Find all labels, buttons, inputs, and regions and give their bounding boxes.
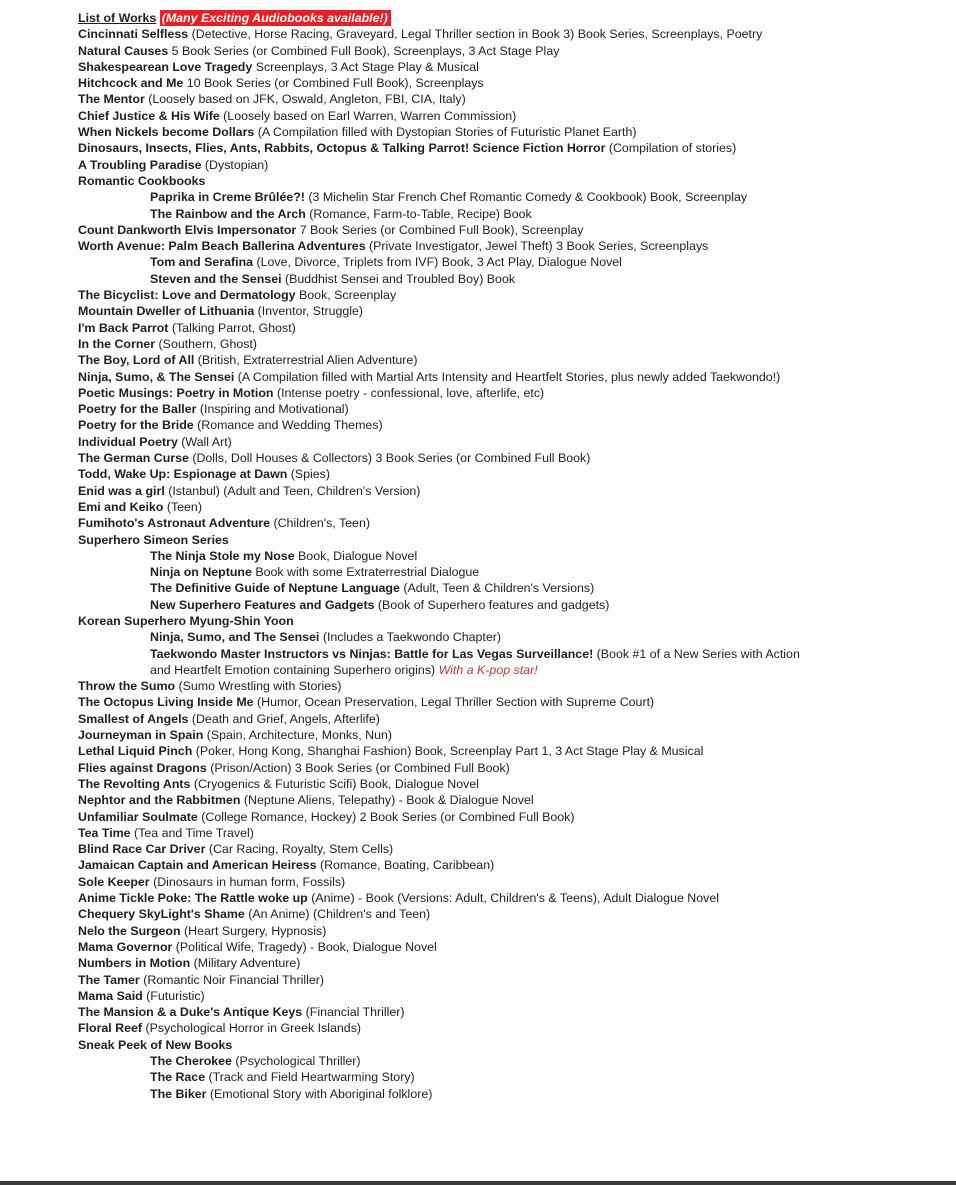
work-title: Journeyman in Spain: [78, 728, 204, 743]
work-line: [78, 1037, 948, 1053]
work-title: A Troubling Paradise: [78, 157, 202, 172]
work-desc: (Book #1 of a New Series with Action: [593, 646, 800, 661]
work-title: Poetry for the Baller: [78, 402, 197, 417]
work-line: [78, 923, 948, 939]
work-desc: (Romance and Wedding Themes): [193, 418, 383, 433]
work-desc: (Dinosaurs in human form, Fossils): [149, 874, 346, 889]
work-title: Mountain Dweller of Lithuania: [78, 304, 255, 319]
work-line: [78, 825, 948, 841]
page-title: List of Works: [78, 11, 157, 25]
work-desc: (Cryogenics & Futuristic Scifi) Book, Dialogue Novel: [190, 776, 479, 791]
work-line: [78, 43, 948, 59]
work-line: [78, 369, 948, 385]
work-desc: (Dolls, Doll Houses & Collectors) 3 Book Series (or Combined Full Book): [188, 451, 591, 466]
work-line: [78, 613, 948, 629]
work-line: [78, 157, 948, 173]
work-title: The German Curse: [78, 451, 189, 466]
work-title: The Definitive Guide of Neptune Language: [150, 581, 400, 596]
work-title: Poetic Musings: Poetry in Motion: [78, 385, 274, 400]
work-desc: Screenplays, 3 Act Stage Play & Musical: [252, 59, 479, 74]
work-line: [78, 254, 948, 270]
work-desc: (Inventor, Struggle): [254, 304, 364, 319]
work-title: Chequery SkyLight's Shame: [78, 907, 245, 922]
work-line: [78, 385, 948, 401]
work-line: [78, 352, 948, 368]
work-title: Poetry for the Bride: [78, 418, 194, 433]
work-desc: (Psychological Thriller): [231, 1054, 361, 1068]
work-desc: (Book of Superhero features and gadgets): [374, 597, 610, 612]
work-desc: (Children's, Teen): [270, 516, 370, 531]
work-line: [78, 743, 948, 759]
work-title: Numbers in Motion: [78, 956, 191, 971]
work-line: [78, 972, 948, 988]
work-title: Mama Governor: [78, 939, 173, 954]
work-title: Lethal Liquid Pinch: [78, 744, 193, 759]
work-title: Anime Tickle Poke: The Rattle woke up: [78, 891, 308, 906]
work-title: The Ninja Stole my Nose: [150, 548, 295, 563]
work-title: The Rainbow and the Arch: [150, 206, 306, 221]
work-title: The Mansion & a Duke's Antique Keys: [78, 1005, 303, 1020]
work-desc: (Istanbul) (Adult and Teen, Children's Version): [164, 483, 421, 498]
work-title: Chief Justice & His Wife: [78, 108, 220, 123]
work-desc: (Spain, Architecture, Monks, Nun): [203, 728, 393, 743]
work-line: [78, 434, 948, 450]
work-title: Steven and the Sensei: [150, 271, 282, 286]
work-line: [78, 1020, 948, 1036]
work-line: [78, 401, 948, 417]
work-desc: (Financial Thriller): [302, 1005, 405, 1020]
work-title: Smallest of Angels: [78, 711, 189, 726]
work-line: [78, 809, 948, 825]
work-title: Count Dankworth Elvis Impersonator: [78, 222, 297, 237]
work-desc: (Prison/Action) 3 Book Series (or Combined Full Book): [206, 760, 510, 775]
work-title: Emi and Keiko: [78, 499, 164, 514]
work-line: [78, 10, 948, 26]
work-desc: (Emotional Story with Aboriginal folklore): [206, 1086, 433, 1101]
work-title: Cincinnati Selfless: [78, 27, 189, 42]
work-line: [78, 727, 948, 743]
work-desc: (Sumo Wrestling with Stories): [175, 679, 342, 694]
work-title: Taekwondo Master Instructors vs Ninjas: Battle for Las Vegas Surveillance!: [150, 646, 594, 661]
work-desc: (Intense poetry - confessional, love, afterlife, etc): [273, 385, 545, 400]
work-desc: (Military Adventure): [190, 956, 301, 971]
work-title: In the Corner: [78, 336, 156, 351]
work-line: [78, 1086, 948, 1102]
work-title: Hitchcock and Me: [78, 76, 184, 91]
work-title: Fumihoto's Astronaut Adventure: [78, 516, 271, 531]
work-title: Nelo the Surgeon: [78, 923, 181, 938]
work-desc: 7 Book Series (or Combined Full Book), Screenplay: [296, 222, 584, 237]
work-title: The Bicyclist: Love and Dermatology: [78, 288, 296, 303]
work-line: [78, 955, 948, 971]
work-title: Worth Avenue: Palm Beach Ballerina Adventures: [78, 239, 366, 254]
work-line: [78, 646, 948, 679]
work-title: The Revolting Ants: [78, 776, 191, 791]
work-desc: (Track and Field Heartwarming Story): [205, 1070, 415, 1085]
work-line: [78, 26, 948, 42]
work-desc: (Adult, Teen & Children's Versions): [399, 581, 595, 596]
work-line: [78, 124, 948, 140]
work-desc: (College Romance, Hockey) 2 Book Series (or Combined Full Book): [197, 809, 575, 824]
work-title: New Superhero Features and Gadgets: [150, 597, 375, 612]
work-line: [78, 792, 948, 808]
work-desc: (3 Michelin Star French Chef Romantic Comedy & Cookbook) Book, Screenplay: [304, 190, 748, 205]
work-line: [78, 939, 948, 955]
work-title: Jamaican Captain and American Heiress: [78, 858, 317, 873]
work-desc: (Heart Surgery, Hypnosis): [180, 923, 327, 938]
work-line: [78, 988, 948, 1004]
work-line: [78, 206, 948, 222]
work-desc: (Compilation of stories): [605, 141, 737, 156]
work-title: Dinosaurs, Insects, Flies, Ants, Rabbits, Octopus & Talking Parrot! Science Fiction Horror: [78, 141, 606, 156]
work-title: I'm Back Parrot: [78, 320, 169, 335]
work-desc: (Poker, Hong Kong, Shanghai Fashion) Book, Screenplay Part 1, 3 Act Stage Play & Musical: [192, 744, 704, 759]
work-line: [78, 874, 948, 890]
work-line: [78, 173, 948, 189]
work-title: Paprika in Creme Brûlée?!: [150, 190, 305, 205]
work-line: [78, 238, 948, 254]
work-desc: (Humor, Ocean Preservation, Legal Thriller Section with Supreme Court): [253, 695, 655, 710]
work-line: [78, 629, 948, 645]
work-desc: Book, Dialogue Novel: [294, 548, 418, 563]
work-line: [78, 140, 948, 156]
work-desc: Book, Screenplay: [295, 288, 397, 303]
work-title: Romantic Cookbooks: [78, 173, 206, 188]
work-title: Enid was a girl: [78, 483, 165, 498]
work-title: Ninja on Neptune: [150, 565, 252, 580]
work-desc: (Car Racing, Royalty, Stem Cells): [205, 842, 394, 857]
work-line: [78, 906, 948, 922]
work-desc: (Dystopian): [201, 157, 269, 172]
work-desc: (Detective, Horse Racing, Graveyard, Legal Thriller section in Book 3) Book Series, Screenplays, Poetry: [188, 27, 763, 42]
work-title: Sole Keeper: [78, 874, 150, 889]
work-line: [78, 287, 948, 303]
work-line: [78, 336, 948, 352]
work-desc: 5 Book Series (or Combined Full Book), Screenplays, 3 Act Stage Play: [168, 43, 560, 58]
work-desc: (Anime) - Book (Versions: Adult, Children's & Teens), Adult Dialogue Novel: [307, 891, 719, 906]
work-line: [78, 499, 948, 515]
work-line: [78, 694, 948, 710]
work-title: The Tamer: [78, 972, 140, 987]
work-desc: (Love, Divorce, Triplets from IVF) Book, 3 Act Play, Dialogue Novel: [253, 255, 622, 270]
work-title: Unfamiliar Soulmate: [78, 809, 198, 824]
work-title: The Race: [150, 1070, 206, 1085]
page-bottom-edge: [0, 1181, 956, 1185]
work-line: [78, 91, 948, 107]
work-title: The Boy, Lord of All: [78, 353, 195, 368]
work-line: [78, 548, 948, 564]
work-title: Todd, Wake Up: Espionage at Dawn: [78, 467, 288, 482]
work-line: [78, 1004, 948, 1020]
work-desc: (Buddhist Sensei and Troubled Boy) Book: [281, 271, 516, 286]
work-line: [78, 189, 948, 205]
work-title: The Biker: [150, 1086, 207, 1101]
work-desc: (Loosely based on Earl Warren, Warren Commission): [219, 108, 517, 123]
work-title: Superhero Simeon Series: [78, 532, 229, 547]
work-desc: (Spies): [287, 467, 330, 482]
work-title: Blind Race Car Driver: [78, 842, 206, 857]
work-line: [78, 466, 948, 482]
work-desc: Book with some Extraterrestrial Dialogue: [251, 565, 480, 580]
work-title: Flies against Dragons: [78, 760, 207, 775]
work-line: [78, 222, 948, 238]
work-desc: (A Compilation filled with Dystopian Stories of Futuristic Planet Earth): [254, 125, 637, 140]
work-title: Natural Causes: [78, 43, 169, 58]
work-desc: (Futuristic): [142, 988, 205, 1003]
work-title: Tom and Serafina: [150, 255, 254, 270]
work-line: [78, 760, 948, 776]
work-title: Nephtor and the Rabbitmen: [78, 793, 241, 808]
work-title: Shakespearean Love Tragedy: [78, 59, 253, 74]
work-desc: (Romance, Boating, Caribbean): [316, 858, 495, 873]
work-desc: (Wall Art): [177, 434, 232, 449]
work-line: [78, 75, 948, 91]
work-title: Tea Time: [78, 825, 131, 840]
work-desc: (An Anime) (Children's and Teen): [244, 907, 431, 922]
work-desc: (Psychological Horror in Greek Islands): [142, 1021, 362, 1036]
work-line: [78, 841, 948, 857]
work-desc: (Neptune Aliens, Telepathy) - Book & Dialogue Novel: [240, 793, 534, 808]
work-line: [78, 857, 948, 873]
work-desc: (Talking Parrot, Ghost): [168, 320, 296, 335]
work-desc: (Tea and Time Travel): [130, 825, 254, 840]
work-desc: (Southern, Ghost): [155, 336, 258, 351]
work-line: [78, 597, 948, 613]
work-desc: (British, Extraterrestrial Alien Adventure): [194, 353, 418, 368]
work-line: [78, 271, 948, 287]
work-title: The Cherokee: [150, 1054, 232, 1068]
work-title: Throw the Sumo: [78, 679, 176, 694]
work-line: [78, 678, 948, 694]
work-line: [78, 564, 948, 580]
work-title: The Mentor: [78, 92, 145, 107]
work-desc: (A Compilation filled with Martial Arts Intensity and Heartfelt Stories, plus newly added Taekwondo!): [234, 369, 781, 384]
work-line: [78, 776, 948, 792]
work-title: Floral Reef: [78, 1021, 143, 1036]
work-line: [78, 580, 948, 596]
work-line: [78, 303, 948, 319]
work-line: [78, 108, 948, 124]
work-title: Mama Said: [78, 988, 143, 1003]
work-line: [78, 890, 948, 906]
work-title: Ninja, Sumo, and The Sensei: [150, 630, 320, 645]
work-line: [78, 1069, 948, 1085]
work-desc: (Private Investigator, Jewel Theft) 3 Book Series, Screenplays: [365, 239, 709, 254]
work-desc: (Includes a Taekwondo Chapter): [319, 630, 501, 645]
k-pop-note: With a K-pop star!: [438, 662, 538, 677]
work-title: Sneak Peek of New Books: [78, 1037, 233, 1052]
work-title: Ninja, Sumo, & The Sensei: [78, 369, 235, 384]
work-title: When Nickels become Dollars: [78, 125, 255, 140]
work-line: [78, 515, 948, 531]
work-line: [78, 417, 948, 433]
work-title: Korean Superhero Myung-Shin Yoon: [78, 613, 294, 628]
work-desc: and Heartfelt Emotion containing Superhero origins): [150, 662, 439, 677]
work-desc: (Death and Grief, Angels, Afterlife): [188, 711, 380, 726]
work-desc: 10 Book Series (or Combined Full Book), Screenplays: [183, 76, 484, 91]
work-line: [78, 532, 948, 548]
work-desc: (Teen): [163, 499, 202, 514]
work-line: [78, 711, 948, 727]
work-title: Individual Poetry: [78, 434, 178, 449]
work-desc: (Political Wife, Tragedy) - Book, Dialogue Novel: [172, 939, 437, 954]
work-line: [78, 450, 948, 466]
work-line: [78, 320, 948, 336]
work-line: [78, 483, 948, 499]
work-desc: (Romantic Noir Financial Thriller): [139, 972, 325, 987]
work-desc: (Loosely based on JFK, Oswald, Angleton, FBI, CIA, Italy): [144, 92, 466, 107]
work-line: [78, 1053, 948, 1069]
work-desc: (Inspiring and Motivational): [196, 402, 349, 417]
audiobooks-highlight: (Many Exciting Audiobooks available!): [160, 10, 391, 26]
work-desc: (Romance, Farm-to-Table, Recipe) Book: [305, 206, 532, 221]
work-title: The Octopus Living Inside Me: [78, 695, 254, 710]
work-line: [78, 59, 948, 75]
